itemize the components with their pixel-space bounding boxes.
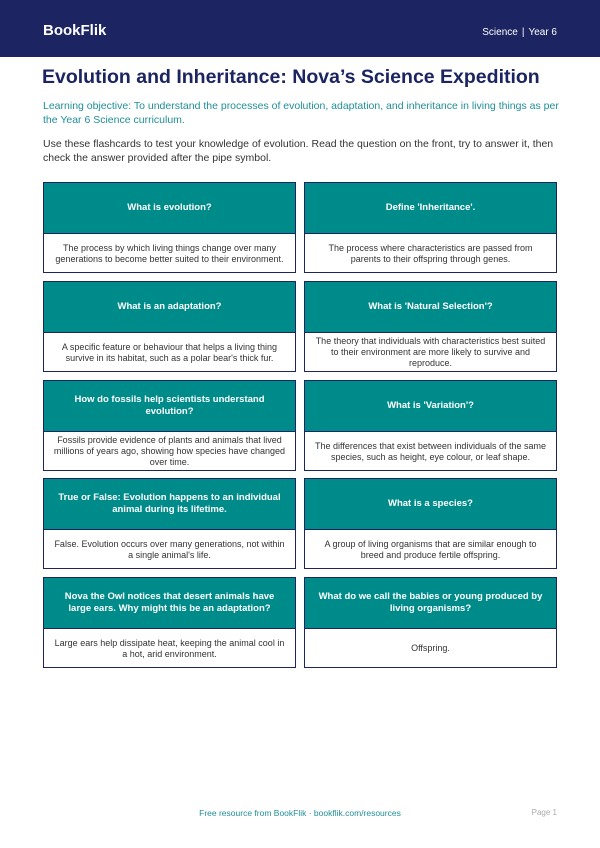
flashcard-question: Nova the Owl notices that desert animals have large ears. Why might this be an adaptation?	[44, 578, 295, 628]
flashcard-question: True or False: Evolution happens to an individual animal during its lifetime.	[44, 479, 295, 529]
flashcard-answer: Fossils provide evidence of plants and animals that lived millions of years ago, showing how species have changed over time.	[44, 431, 295, 471]
flashcard	[43, 478, 296, 569]
flashcard	[304, 577, 557, 668]
flashcard-question: Define 'Inheritance'.	[305, 183, 556, 233]
footer-resource-link[interactable]: Free resource from BookFlik · bookflik.com/resources	[199, 808, 401, 818]
flashcard	[304, 478, 557, 569]
flashcard-question: What is 'Variation'?	[305, 381, 556, 431]
brand-logo-text[interactable]: BookFlik	[43, 22, 107, 39]
flashcard-answer: A specific feature or behaviour that helps a living thing survive in its habitat, such as a polar bear's thick fur.	[44, 332, 295, 372]
breadcrumb-separator: |	[521, 27, 525, 38]
flashcard-answer: Large ears help dissipate heat, keeping the animal cool in a hot, arid environment.	[44, 628, 295, 668]
flashcard-answer: The theory that individuals with characteristics best suited to their environment are more likely to survive and reproduce.	[305, 332, 556, 372]
subject-label: Science	[482, 27, 518, 38]
flashcard	[304, 380, 557, 471]
subject-year-breadcrumb	[482, 27, 557, 39]
page-title: Evolution and Inheritance: Nova’s Science Expedition	[42, 66, 540, 88]
flashcard	[43, 380, 296, 471]
flashcard-question: What is evolution?	[44, 183, 295, 233]
flashcard	[43, 281, 296, 372]
flashcard-question: What do we call the babies or young produced by living organisms?	[305, 578, 556, 628]
flashcard-question: What is 'Natural Selection'?	[305, 282, 556, 332]
flashcard-answer: The process by which living things change over many generations to become better suited to their environment.	[44, 233, 295, 273]
year-label: Year 6	[528, 27, 557, 38]
flashcard	[304, 182, 557, 273]
learning-objective: Learning objective: To understand the processes of evolution, adaptation, and inheritance in living things as per the Year 6 Science curriculum.	[43, 100, 559, 126]
page-number: Page 1	[531, 808, 557, 817]
flashcard-answer: The differences that exist between individuals of the same species, such as height, eye colour, or leaf shape.	[305, 431, 556, 471]
flashcard	[43, 577, 296, 668]
flashcard-question: What is an adaptation?	[44, 282, 295, 332]
flashcard-answer: Offspring.	[305, 628, 556, 668]
flashcard-question: What is a species?	[305, 479, 556, 529]
instructions-text: Use these flashcards to test your knowledge of evolution. Read the question on the front, try to answer it, then check the answer provided after the pipe symbol.	[43, 138, 554, 164]
flashcard-answer: False. Evolution occurs over many generations, not within a single animal's life.	[44, 529, 295, 569]
flashcard	[43, 182, 296, 273]
flashcard-answer: The process where characteristics are passed from parents to their offspring through genes.	[305, 233, 556, 273]
flashcard-answer: A group of living organisms that are similar enough to breed and produce fertile offspring.	[305, 529, 556, 569]
top-header-bar	[0, 0, 600, 57]
flashcard	[304, 281, 557, 372]
flashcard-question: How do fossils help scientists understand evolution?	[44, 381, 295, 431]
